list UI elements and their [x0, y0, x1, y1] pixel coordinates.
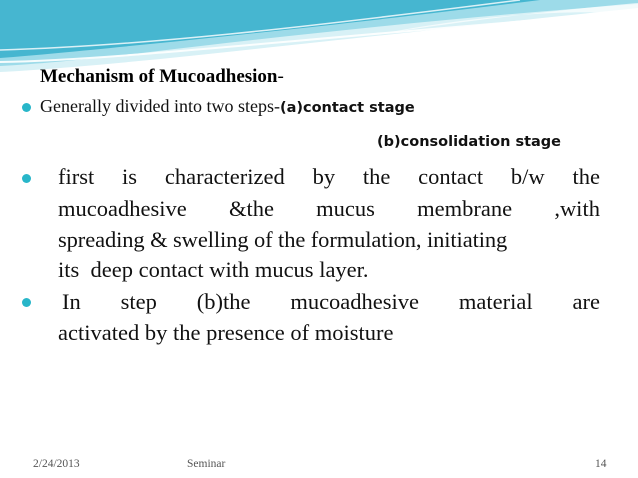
bullet-icon: [22, 298, 31, 307]
footer-date: 2/24/2013: [33, 458, 80, 470]
footer-title: Seminar: [187, 458, 226, 470]
steps-intro-line: Generally divided into two steps-(a)contact stage: [40, 96, 415, 116]
paragraph-1-line-4: its deep contact with mucus layer.: [58, 257, 369, 282]
paragraph-1-line-1: first is characterized by the contact b/w the: [58, 164, 600, 189]
slide-heading: Mechanism of Mucoadhesion-: [40, 66, 284, 87]
paragraph-1-line-2: mucoadhesive &the mucus membrane ,with: [58, 196, 600, 221]
bullet-icon: [22, 103, 31, 112]
paragraph-1-line-3: spreading & swelling of the formulation, initiating: [58, 227, 508, 252]
footer-page-number: 14: [595, 458, 607, 470]
paragraph-2-line-1: In step (b)the mucoadhesive material are: [62, 289, 600, 314]
step-b-label: (b)consolidation stage: [377, 134, 562, 150]
step-a-label: (a)contact stage: [279, 100, 415, 116]
paragraph-2-line-2: activated by the presence of moisture: [58, 320, 394, 345]
bullet-icon: [22, 174, 31, 183]
